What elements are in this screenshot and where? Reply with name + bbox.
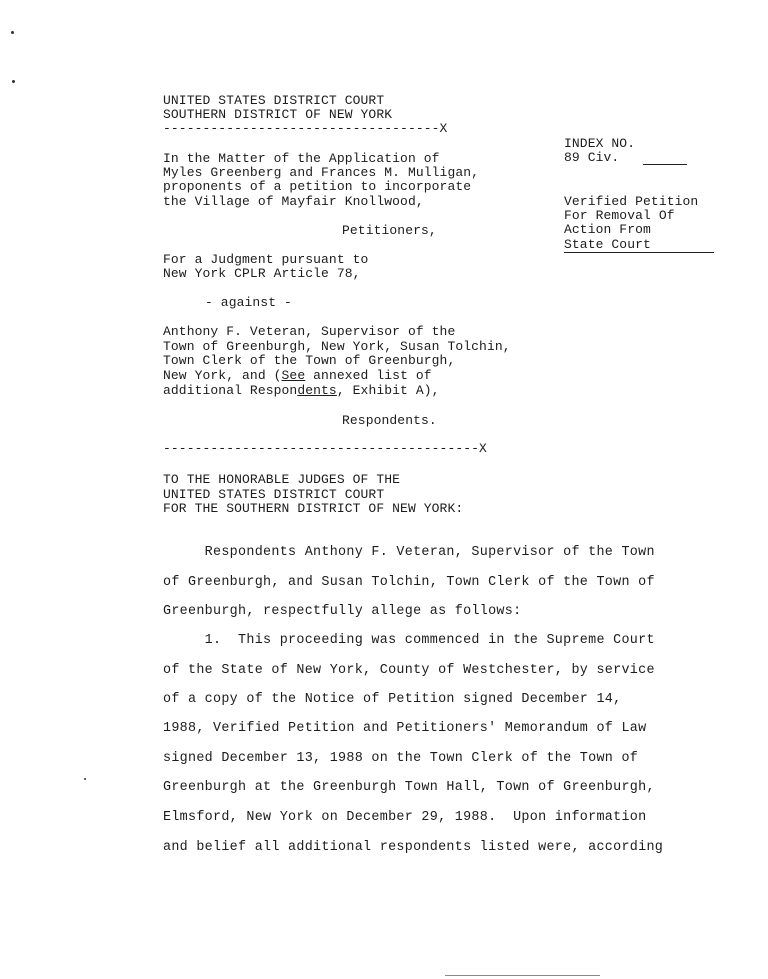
index-label: INDEX NO.: [564, 136, 636, 151]
body-line: of Greenburgh, and Susan Tolchin, Town Clerk of the Town of: [163, 575, 655, 590]
against-label: - against -: [205, 295, 292, 310]
scan-speck: [84, 778, 86, 780]
respondents-line: Town of Greenburgh, New York, Susan Tolchin,: [163, 339, 511, 354]
respondents-label: Respondents.: [342, 413, 437, 428]
body-line: Respondents Anthony F. Veteran, Supervisor of the Town: [163, 545, 655, 560]
matter-line: Myles Greenberg and Frances M. Mulligan,: [163, 165, 480, 180]
address-line: TO THE HONORABLE JUDGES OF THE: [163, 472, 401, 487]
caption-separator-bottom: ----------------------------------------X: [163, 441, 487, 456]
address-line: FOR THE SOUTHERN DISTRICT OF NEW YORK:: [163, 501, 464, 516]
index-civ: 89 Civ.: [564, 150, 620, 165]
respondents-line-text: , Exhibit A),: [336, 383, 440, 398]
respondents-line: Anthony F. Veteran, Supervisor of the: [163, 324, 456, 339]
respondents-line-text: New York, and (: [163, 368, 282, 383]
scan-edge-line: [445, 975, 600, 976]
index-number-blank: [643, 164, 687, 165]
court-district: SOUTHERN DISTRICT OF NEW YORK: [163, 107, 393, 122]
caption-separator-top: -----------------------------------X: [163, 121, 448, 136]
judgment-line: New York CPLR Article 78,: [163, 266, 361, 281]
body-line: Greenburgh at the Greenburgh Town Hall, Town of Greenburgh,: [163, 780, 655, 795]
respondents-line: [163, 384, 440, 399]
respondents-line-text: annexed list of: [305, 368, 432, 383]
body-line: Greenburgh, respectfully allege as follows:: [163, 604, 522, 619]
matter-line: In the Matter of the Application of: [163, 151, 440, 166]
doc-title-line: Verified Petition: [564, 194, 699, 209]
scan-speck: [11, 31, 14, 34]
body-line: of a copy of the Notice of Petition signed December 14,: [163, 692, 622, 707]
scan-speck: [12, 80, 15, 83]
respondents-underlined: dents: [297, 383, 337, 398]
matter-line: proponents of a petition to incorporate: [163, 179, 472, 194]
address-line: UNITED STATES DISTRICT COURT: [163, 487, 385, 502]
body-line: 1. This proceeding was commenced in the Supreme Court: [163, 633, 655, 648]
court-name: UNITED STATES DISTRICT COURT: [163, 93, 385, 108]
body-line: signed December 13, 1988 on the Town Clerk of the Town of: [163, 751, 639, 766]
body-line: Elmsford, New York on December 29, 1988. Upon information: [163, 810, 647, 825]
respondents-line: [163, 369, 432, 384]
see-reference: See: [281, 368, 306, 383]
petitioners-label: Petitioners,: [342, 223, 437, 238]
doc-title-line: State Court: [564, 237, 651, 252]
doc-title-line: Action From: [564, 222, 651, 237]
body-line: and belief all additional respondents listed were, according: [163, 840, 664, 855]
respondents-line: Town Clerk of the Town of Greenburgh,: [163, 353, 456, 368]
body-line: of the State of New York, County of Westchester, by service: [163, 663, 655, 678]
matter-line: the Village of Mayfair Knollwood,: [163, 194, 424, 209]
judgment-line: For a Judgment pursuant to: [163, 252, 369, 267]
doc-title-line: For Removal Of: [564, 208, 675, 223]
doc-title-underline: [564, 252, 714, 253]
body-line: 1988, Verified Petition and Petitioners' Memorandum of Law: [163, 721, 647, 736]
respondents-line-text: additional Respon: [163, 383, 298, 398]
